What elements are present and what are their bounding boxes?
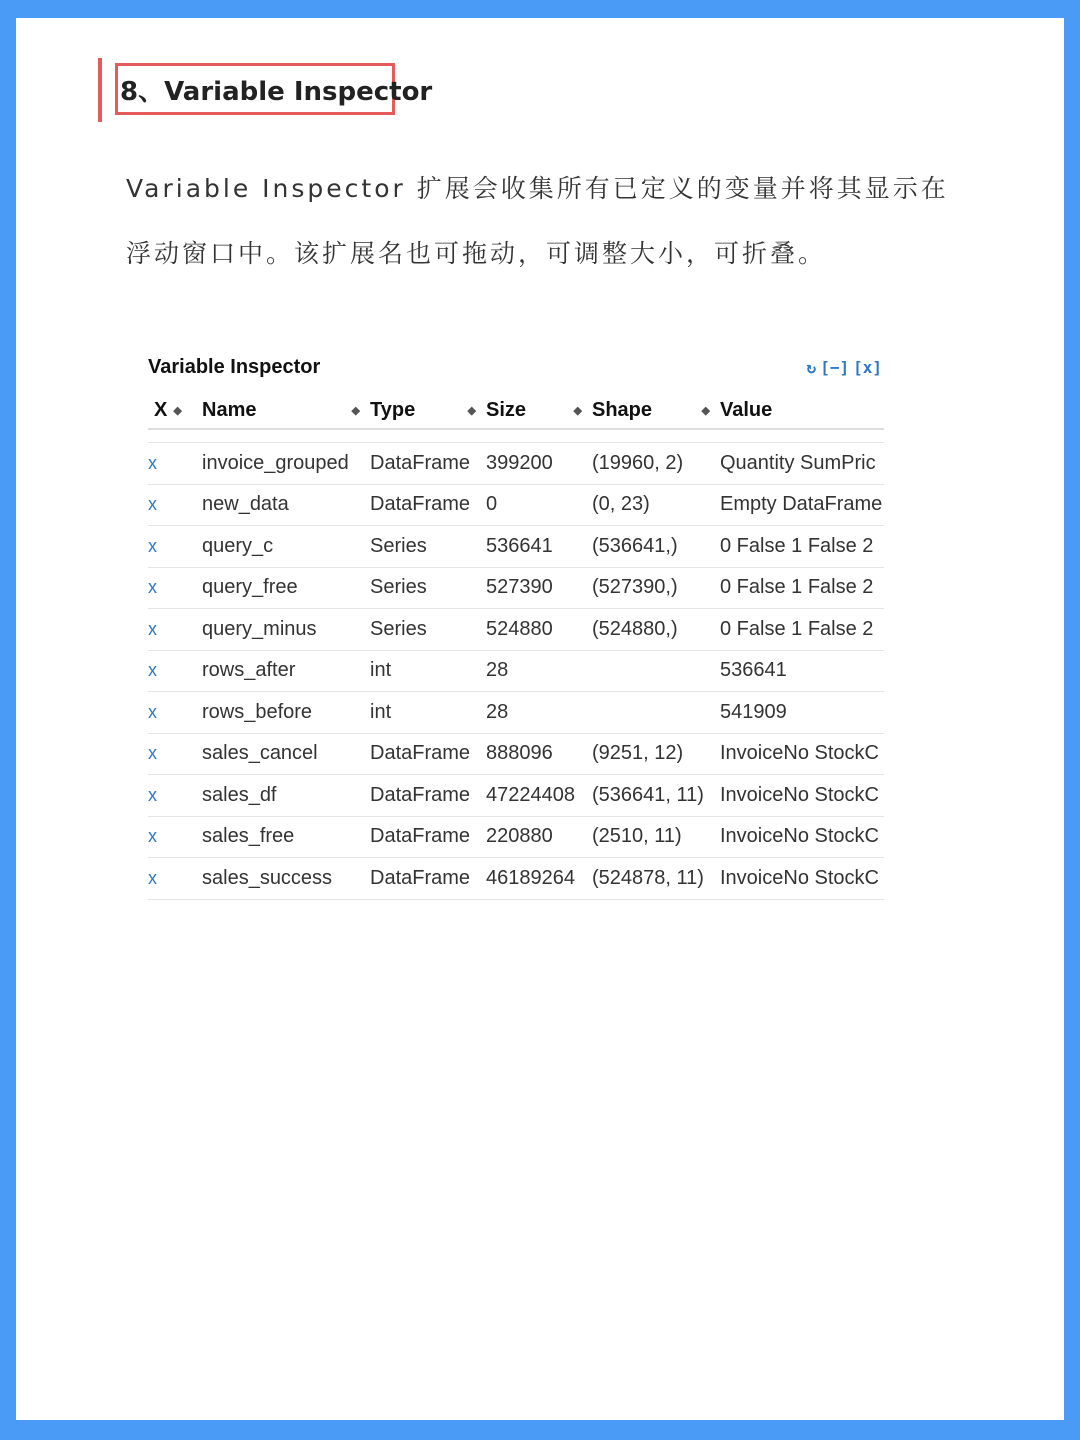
variable-size: 0 [486, 484, 592, 526]
refresh-icon[interactable]: ↻ [806, 358, 817, 377]
variable-shape: (9251, 12) [592, 733, 720, 775]
variable-name: rows_before [202, 692, 370, 734]
table-row [148, 692, 884, 734]
variable-value: InvoiceNo StockC [720, 858, 884, 900]
column-header-name[interactable]: Name ◆ [202, 392, 370, 429]
column-header-size[interactable]: Size ◆ [486, 392, 592, 429]
sort-icon[interactable]: ◆ [467, 404, 476, 417]
variable-size: 220880 [486, 816, 592, 858]
variable-type: Series [370, 567, 486, 609]
variable-type: DataFrame [370, 858, 486, 900]
variable-value: Empty DataFrame [720, 484, 884, 526]
table-row [148, 526, 884, 568]
table-row [148, 816, 884, 858]
section-heading [115, 63, 433, 115]
delete-variable-button[interactable]: x [148, 443, 202, 485]
variable-value: 0 False 1 False 2 [720, 609, 884, 651]
variable-size: 399200 [486, 443, 592, 485]
delete-variable-button[interactable]: x [148, 526, 202, 568]
column-header-type[interactable]: Type ◆ [370, 392, 486, 429]
variable-name: rows_after [202, 650, 370, 692]
delete-variable-button[interactable]: x [148, 733, 202, 775]
accent-bar [98, 58, 102, 122]
column-header-delete[interactable]: X ◆ [148, 392, 202, 429]
variable-shape: (527390,) [592, 567, 720, 609]
section-heading-text: 8、Variable Inspector [120, 76, 433, 107]
column-header-shape[interactable]: Shape ◆ [592, 392, 720, 429]
variable-name: sales_df [202, 775, 370, 817]
description-text: Variable Inspector 扩展会收集所有已定义的变量并将其显示在浮动窗口中。该扩展名也可拖动，可调整大小，可折叠。 [126, 174, 949, 268]
table-row [148, 858, 884, 900]
variable-type: DataFrame [370, 775, 486, 817]
delete-variable-button[interactable]: x [148, 692, 202, 734]
variable-shape: (524878, 11) [592, 858, 720, 900]
variable-shape: (536641, 11) [592, 775, 720, 817]
variable-shape: (0, 23) [592, 484, 720, 526]
inspector-title: Variable Inspector [148, 356, 321, 378]
delete-variable-button[interactable]: x [148, 650, 202, 692]
variable-size: 28 [486, 692, 592, 734]
sort-icon[interactable]: ◆ [573, 404, 582, 417]
variable-value: 0 False 1 False 2 [720, 526, 884, 568]
variable-name: query_c [202, 526, 370, 568]
variable-name: query_free [202, 567, 370, 609]
variable-value: InvoiceNo StockC [720, 816, 884, 858]
variable-value: 541909 [720, 692, 884, 734]
table-row [148, 609, 884, 651]
variable-name: invoice_grouped [202, 443, 370, 485]
variable-size: 536641 [486, 526, 592, 568]
variable-value: Quantity SumPric [720, 443, 884, 485]
variable-type: int [370, 692, 486, 734]
variable-name: sales_success [202, 858, 370, 900]
variable-size: 47224408 [486, 775, 592, 817]
variable-type: DataFrame [370, 816, 486, 858]
variable-name: sales_free [202, 816, 370, 858]
variable-shape: (2510, 11) [592, 816, 720, 858]
variable-value: 0 False 1 False 2 [720, 567, 884, 609]
inspector-controls [807, 358, 882, 377]
sort-icon[interactable]: ◆ [351, 404, 360, 417]
column-header-value[interactable]: Value [720, 392, 884, 429]
variable-shape: (536641,) [592, 526, 720, 568]
variable-type: int [370, 650, 486, 692]
collapse-button[interactable]: [−] [820, 358, 850, 377]
variable-shape: (19960, 2) [592, 443, 720, 485]
variable-size: 888096 [486, 733, 592, 775]
variable-size: 28 [486, 650, 592, 692]
page [16, 18, 1064, 1420]
variable-value: 536641 [720, 650, 884, 692]
variable-type: Series [370, 526, 486, 568]
variable-size: 46189264 [486, 858, 592, 900]
table-row [148, 775, 884, 817]
variable-type: Series [370, 609, 486, 651]
variable-shape: (524880,) [592, 609, 720, 651]
table-row [148, 733, 884, 775]
delete-variable-button[interactable]: x [148, 567, 202, 609]
delete-variable-button[interactable]: x [148, 858, 202, 900]
delete-variable-button[interactable]: x [148, 609, 202, 651]
delete-variable-button[interactable]: x [148, 484, 202, 526]
variable-name: query_minus [202, 609, 370, 651]
variable-type: DataFrame [370, 443, 486, 485]
sort-icon[interactable]: ◆ [173, 404, 182, 417]
variable-value: InvoiceNo StockC [720, 775, 884, 817]
variable-size: 527390 [486, 567, 592, 609]
variable-type: DataFrame [370, 484, 486, 526]
variable-name: new_data [202, 484, 370, 526]
table-row [148, 650, 884, 692]
table-row [148, 443, 884, 485]
variable-value: InvoiceNo StockC [720, 733, 884, 775]
table-row [148, 567, 884, 609]
variable-shape [592, 692, 720, 734]
delete-variable-button[interactable]: x [148, 816, 202, 858]
variable-name: sales_cancel [202, 733, 370, 775]
close-button[interactable]: [x] [853, 358, 882, 377]
table-row [148, 484, 884, 526]
variable-size: 524880 [486, 609, 592, 651]
variable-type: DataFrame [370, 733, 486, 775]
table-header-row [148, 392, 884, 429]
variables-table [148, 392, 884, 900]
sort-icon[interactable]: ◆ [701, 404, 710, 417]
variable-shape [592, 650, 720, 692]
delete-variable-button[interactable]: x [148, 775, 202, 817]
